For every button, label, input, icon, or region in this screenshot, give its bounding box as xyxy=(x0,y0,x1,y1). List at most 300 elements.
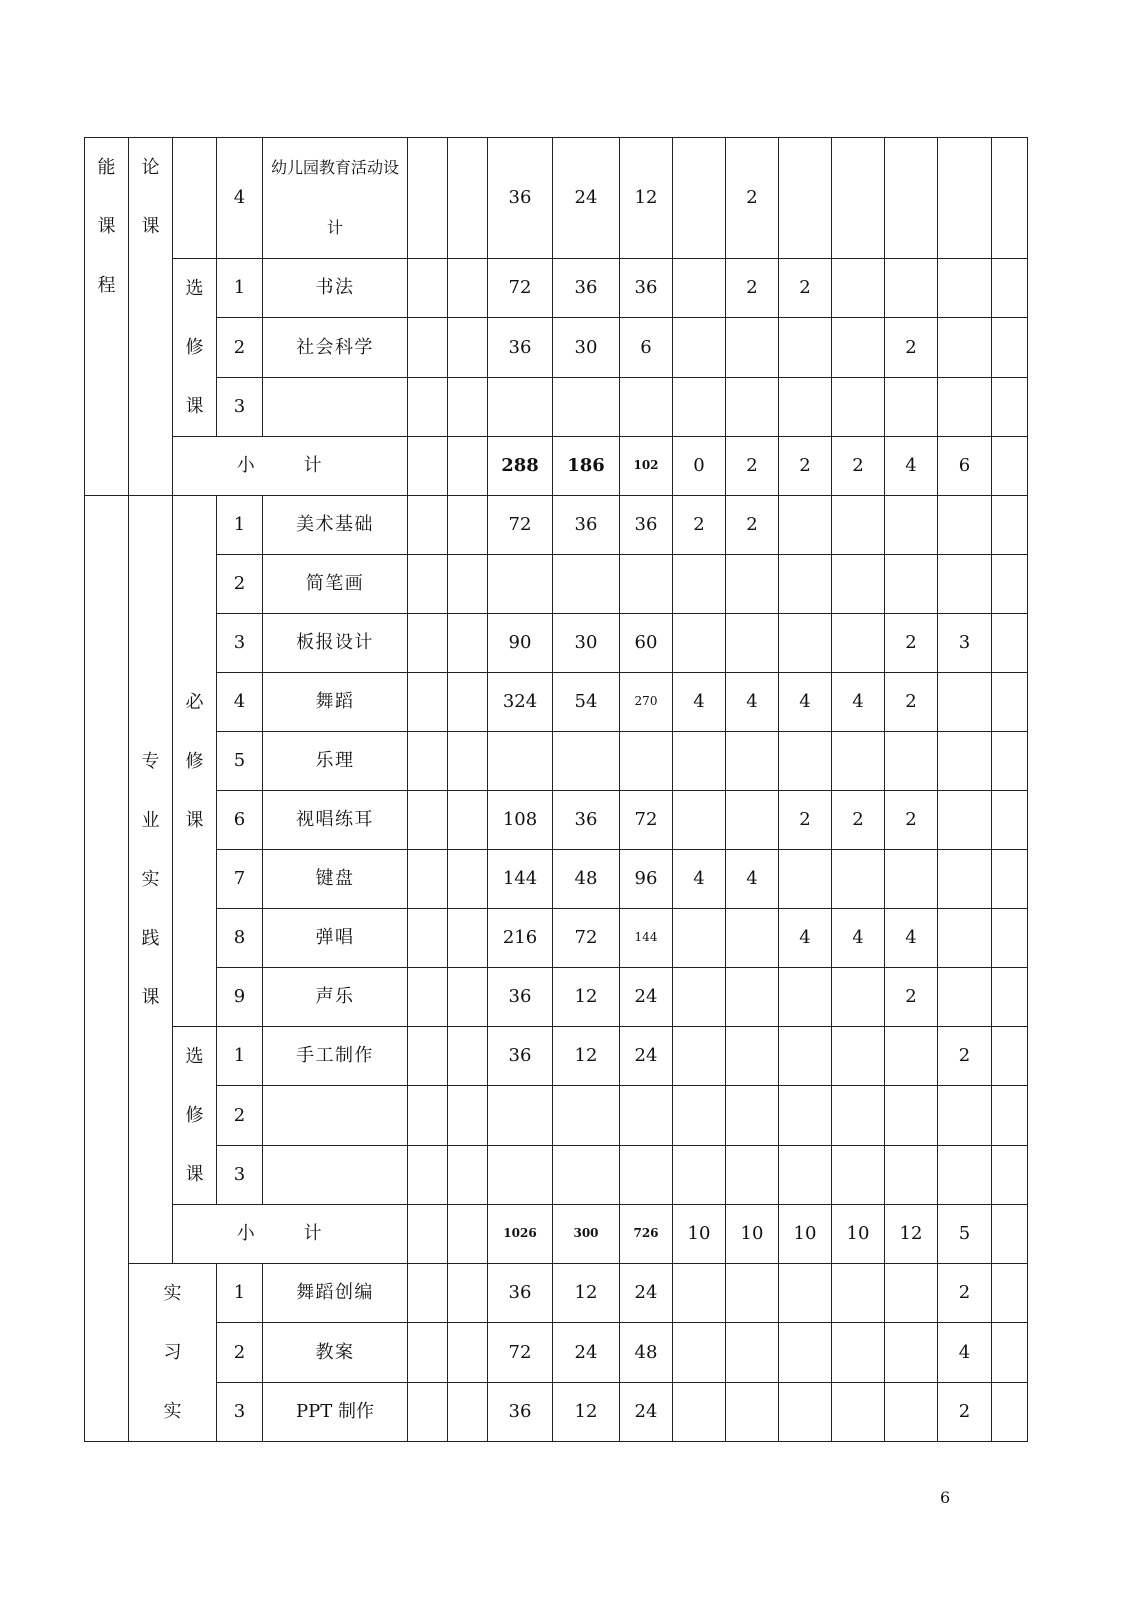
semester-2 xyxy=(726,614,779,673)
theory-hours: 24 xyxy=(553,1323,620,1382)
semester-4 xyxy=(832,555,885,614)
theory-hours xyxy=(553,732,620,791)
theory-hours: 12 xyxy=(553,968,620,1027)
cell xyxy=(448,850,488,909)
semester-2 xyxy=(726,968,779,1027)
cell xyxy=(408,377,448,436)
category-label: 论课 xyxy=(141,157,160,237)
semester-6 xyxy=(938,673,992,732)
practice-hours: 12 xyxy=(620,138,673,259)
cell xyxy=(408,437,448,496)
table-row xyxy=(85,259,1028,318)
semester-5: 2 xyxy=(885,614,938,673)
semester-5: 2 xyxy=(885,968,938,1027)
table-row xyxy=(85,909,1028,968)
semester-3: 4 xyxy=(779,909,832,968)
semester-1 xyxy=(673,377,726,436)
page-number: 6 xyxy=(940,1488,951,1507)
semester-2: 10 xyxy=(726,1205,779,1264)
cell xyxy=(448,968,488,1027)
course-number: 4 xyxy=(217,673,263,732)
semester-6 xyxy=(938,318,992,377)
category-cell xyxy=(129,1264,217,1442)
cell xyxy=(448,791,488,850)
semester-2 xyxy=(726,555,779,614)
semester-6 xyxy=(938,138,992,259)
semester-6 xyxy=(938,555,992,614)
course-name: 舞蹈 xyxy=(263,673,408,732)
semester-3 xyxy=(779,318,832,377)
subtotal-row xyxy=(85,437,1028,496)
course-number: 1 xyxy=(217,1027,263,1086)
semester-1 xyxy=(673,614,726,673)
cell xyxy=(408,968,448,1027)
semester-1: 4 xyxy=(673,673,726,732)
theory-hours: 12 xyxy=(553,1027,620,1086)
table-row xyxy=(85,1027,1028,1086)
semester-7 xyxy=(992,1264,1028,1323)
group-label: 选修课 xyxy=(185,1046,204,1185)
subtotal-label: 小 计 xyxy=(173,1205,408,1264)
semester-6 xyxy=(938,968,992,1027)
total-hours: 1026 xyxy=(488,1205,553,1264)
semester-2: 2 xyxy=(726,259,779,318)
practice-hours: 72 xyxy=(620,791,673,850)
semester-3 xyxy=(779,1323,832,1382)
course-number: 9 xyxy=(217,968,263,1027)
category-cell xyxy=(129,496,173,1264)
semester-1 xyxy=(673,318,726,377)
course-number: 3 xyxy=(217,614,263,673)
practice-hours: 726 xyxy=(620,1205,673,1264)
semester-3 xyxy=(779,1145,832,1204)
course-number: 4 xyxy=(217,138,263,259)
course-name xyxy=(263,1086,408,1145)
total-hours xyxy=(488,555,553,614)
semester-4 xyxy=(832,1264,885,1323)
total-hours xyxy=(488,1145,553,1204)
semester-6 xyxy=(938,1086,992,1145)
course-name: 手工制作 xyxy=(263,1027,408,1086)
semester-4 xyxy=(832,850,885,909)
theory-hours: 24 xyxy=(553,138,620,259)
cell xyxy=(448,732,488,791)
course-number: 3 xyxy=(217,1145,263,1204)
semester-5 xyxy=(885,259,938,318)
semester-4: 4 xyxy=(832,909,885,968)
semester-2 xyxy=(726,1145,779,1204)
semester-5 xyxy=(885,850,938,909)
course-name: 声乐 xyxy=(263,968,408,1027)
semester-1 xyxy=(673,138,726,259)
semester-2 xyxy=(726,1323,779,1382)
cell xyxy=(448,909,488,968)
table-row xyxy=(85,377,1028,436)
cell xyxy=(408,138,448,259)
semester-7 xyxy=(992,732,1028,791)
table-row xyxy=(85,1382,1028,1441)
semester-1 xyxy=(673,909,726,968)
table-row xyxy=(85,673,1028,732)
course-name xyxy=(263,1145,408,1204)
semester-3 xyxy=(779,377,832,436)
semester-7 xyxy=(992,968,1028,1027)
semester-3: 2 xyxy=(779,437,832,496)
semester-2 xyxy=(726,791,779,850)
course-name: 键盘 xyxy=(263,850,408,909)
semester-7 xyxy=(992,1145,1028,1204)
practice-hours: 24 xyxy=(620,1264,673,1323)
total-hours: 72 xyxy=(488,1323,553,1382)
semester-5 xyxy=(885,1145,938,1204)
course-number: 6 xyxy=(217,791,263,850)
semester-6 xyxy=(938,791,992,850)
total-hours: 90 xyxy=(488,614,553,673)
cell xyxy=(408,1205,448,1264)
practice-hours: 48 xyxy=(620,1323,673,1382)
total-hours: 36 xyxy=(488,1264,553,1323)
category-cell xyxy=(129,138,173,496)
total-hours xyxy=(488,1086,553,1145)
semester-5 xyxy=(885,1323,938,1382)
cell xyxy=(448,437,488,496)
semester-7 xyxy=(992,1205,1028,1264)
semester-2: 2 xyxy=(726,138,779,259)
cell xyxy=(448,318,488,377)
semester-1 xyxy=(673,259,726,318)
course-name: 社会科学 xyxy=(263,318,408,377)
total-hours: 36 xyxy=(488,138,553,259)
semester-6: 5 xyxy=(938,1205,992,1264)
cell xyxy=(448,673,488,732)
semester-3 xyxy=(779,1264,832,1323)
course-number: 2 xyxy=(217,1323,263,1382)
semester-7 xyxy=(992,614,1028,673)
theory-hours: 12 xyxy=(553,1264,620,1323)
semester-2 xyxy=(726,377,779,436)
cell xyxy=(448,138,488,259)
category-cell xyxy=(85,138,129,496)
semester-2: 4 xyxy=(726,850,779,909)
table-row xyxy=(85,1323,1028,1382)
semester-6 xyxy=(938,259,992,318)
semester-5 xyxy=(885,732,938,791)
semester-5 xyxy=(885,496,938,555)
semester-1 xyxy=(673,1086,726,1145)
semester-3 xyxy=(779,1027,832,1086)
semester-3: 2 xyxy=(779,259,832,318)
table-row xyxy=(85,732,1028,791)
cell xyxy=(408,259,448,318)
semester-1: 10 xyxy=(673,1205,726,1264)
semester-5 xyxy=(885,138,938,259)
total-hours: 36 xyxy=(488,1027,553,1086)
course-number: 3 xyxy=(217,377,263,436)
semester-5 xyxy=(885,555,938,614)
cell xyxy=(408,673,448,732)
semester-5: 2 xyxy=(885,318,938,377)
semester-7 xyxy=(992,1027,1028,1086)
semester-2 xyxy=(726,1086,779,1145)
semester-3 xyxy=(779,968,832,1027)
semester-3 xyxy=(779,850,832,909)
course-number: 1 xyxy=(217,496,263,555)
total-hours: 36 xyxy=(488,318,553,377)
semester-6 xyxy=(938,732,992,791)
group-cell xyxy=(173,1027,217,1205)
course-name: 美术基础 xyxy=(263,496,408,555)
cell xyxy=(448,1323,488,1382)
theory-hours: 48 xyxy=(553,850,620,909)
cell xyxy=(408,496,448,555)
total-hours xyxy=(488,732,553,791)
semester-4 xyxy=(832,1086,885,1145)
semester-4 xyxy=(832,1382,885,1441)
group-label: 选修课 xyxy=(185,278,204,417)
semester-6: 2 xyxy=(938,1264,992,1323)
semester-2 xyxy=(726,1027,779,1086)
course-name: 简笔画 xyxy=(263,555,408,614)
semester-2 xyxy=(726,1382,779,1441)
semester-4 xyxy=(832,614,885,673)
semester-5 xyxy=(885,1086,938,1145)
practice-hours: 24 xyxy=(620,1027,673,1086)
cell xyxy=(408,909,448,968)
course-number: 2 xyxy=(217,318,263,377)
semester-1 xyxy=(673,968,726,1027)
group-cell xyxy=(173,496,217,1027)
total-hours: 288 xyxy=(488,437,553,496)
course-number: 1 xyxy=(217,1264,263,1323)
theory-hours: 30 xyxy=(553,318,620,377)
cell xyxy=(408,1086,448,1145)
cell xyxy=(448,377,488,436)
semester-6 xyxy=(938,377,992,436)
table-row xyxy=(85,850,1028,909)
semester-4 xyxy=(832,1145,885,1204)
semester-7 xyxy=(992,909,1028,968)
semester-4: 4 xyxy=(832,673,885,732)
category-label: 能课程 xyxy=(97,157,116,296)
theory-hours: 72 xyxy=(553,909,620,968)
semester-4 xyxy=(832,1027,885,1086)
course-number: 5 xyxy=(217,732,263,791)
semester-2 xyxy=(726,1264,779,1323)
table-row xyxy=(85,318,1028,377)
course-name: 板报设计 xyxy=(263,614,408,673)
group-cell xyxy=(173,259,217,437)
semester-4: 10 xyxy=(832,1205,885,1264)
practice-hours: 24 xyxy=(620,968,673,1027)
cell xyxy=(448,259,488,318)
semester-2 xyxy=(726,909,779,968)
semester-7 xyxy=(992,138,1028,259)
theory-hours xyxy=(553,555,620,614)
cell xyxy=(448,1027,488,1086)
semester-1 xyxy=(673,1145,726,1204)
semester-7 xyxy=(992,377,1028,436)
course-number: 2 xyxy=(217,1086,263,1145)
semester-5: 12 xyxy=(885,1205,938,1264)
semester-7 xyxy=(992,850,1028,909)
semester-4 xyxy=(832,968,885,1027)
total-hours: 72 xyxy=(488,259,553,318)
total-hours: 144 xyxy=(488,850,553,909)
course-number: 7 xyxy=(217,850,263,909)
practice-hours xyxy=(620,1086,673,1145)
cell xyxy=(408,1264,448,1323)
course-name: 乐理 xyxy=(263,732,408,791)
semester-7 xyxy=(992,555,1028,614)
semester-3 xyxy=(779,555,832,614)
semester-4 xyxy=(832,496,885,555)
practice-hours xyxy=(620,555,673,614)
semester-2: 4 xyxy=(726,673,779,732)
semester-7 xyxy=(992,496,1028,555)
semester-6 xyxy=(938,496,992,555)
cell xyxy=(408,791,448,850)
theory-hours: 30 xyxy=(553,614,620,673)
subtotal-row xyxy=(85,1205,1028,1264)
cell xyxy=(448,1205,488,1264)
course-name: 舞蹈创编 xyxy=(263,1264,408,1323)
total-hours: 216 xyxy=(488,909,553,968)
theory-hours xyxy=(553,1086,620,1145)
semester-1 xyxy=(673,555,726,614)
semester-3: 10 xyxy=(779,1205,832,1264)
semester-4 xyxy=(832,318,885,377)
semester-7 xyxy=(992,1382,1028,1441)
semester-5: 2 xyxy=(885,673,938,732)
practice-hours: 6 xyxy=(620,318,673,377)
semester-4: 2 xyxy=(832,437,885,496)
total-hours: 324 xyxy=(488,673,553,732)
category-label: 实习实 xyxy=(163,1283,182,1422)
theory-hours: 186 xyxy=(553,437,620,496)
practice-hours: 60 xyxy=(620,614,673,673)
semester-5 xyxy=(885,1027,938,1086)
practice-hours xyxy=(620,377,673,436)
semester-5: 4 xyxy=(885,909,938,968)
theory-hours: 12 xyxy=(553,1382,620,1441)
semester-7 xyxy=(992,673,1028,732)
group-label: 必修课 xyxy=(185,691,204,831)
theory-hours: 54 xyxy=(553,673,620,732)
table-row xyxy=(85,496,1028,555)
semester-4 xyxy=(832,732,885,791)
semester-3: 4 xyxy=(779,673,832,732)
semester-3 xyxy=(779,1382,832,1441)
semester-3 xyxy=(779,138,832,259)
semester-1 xyxy=(673,791,726,850)
course-name-text: 幼儿园教育活动设计 xyxy=(270,158,399,237)
semester-5 xyxy=(885,377,938,436)
semester-4 xyxy=(832,259,885,318)
course-name: PPT 制作 xyxy=(263,1382,408,1441)
cell xyxy=(408,555,448,614)
cell xyxy=(408,614,448,673)
semester-6: 6 xyxy=(938,437,992,496)
table-row xyxy=(85,614,1028,673)
practice-hours: 24 xyxy=(620,1382,673,1441)
total-hours: 36 xyxy=(488,968,553,1027)
semester-1: 0 xyxy=(673,437,726,496)
semester-4: 2 xyxy=(832,791,885,850)
subtotal-label: 小 计 xyxy=(173,437,408,496)
semester-2: 2 xyxy=(726,437,779,496)
total-hours: 108 xyxy=(488,791,553,850)
semester-1 xyxy=(673,1382,726,1441)
semester-5 xyxy=(885,1264,938,1323)
table-row xyxy=(85,1086,1028,1145)
theory-hours xyxy=(553,377,620,436)
cell xyxy=(408,318,448,377)
practice-hours: 36 xyxy=(620,496,673,555)
cell xyxy=(448,496,488,555)
curriculum-table xyxy=(84,137,1028,1442)
semester-6 xyxy=(938,909,992,968)
total-hours xyxy=(488,377,553,436)
semester-6: 3 xyxy=(938,614,992,673)
practice-hours xyxy=(620,1145,673,1204)
total-hours: 72 xyxy=(488,496,553,555)
semester-2 xyxy=(726,318,779,377)
theory-hours xyxy=(553,1145,620,1204)
course-number: 1 xyxy=(217,259,263,318)
semester-1: 4 xyxy=(673,850,726,909)
semester-3 xyxy=(779,732,832,791)
table-row xyxy=(85,1264,1028,1323)
cell xyxy=(448,1086,488,1145)
practice-hours: 36 xyxy=(620,259,673,318)
theory-hours: 300 xyxy=(553,1205,620,1264)
cell xyxy=(408,850,448,909)
semester-6: 2 xyxy=(938,1382,992,1441)
cell xyxy=(408,1382,448,1441)
semester-7 xyxy=(992,1086,1028,1145)
table-row xyxy=(85,1145,1028,1204)
semester-1 xyxy=(673,1323,726,1382)
practice-hours xyxy=(620,732,673,791)
semester-3 xyxy=(779,1086,832,1145)
practice-hours: 144 xyxy=(620,909,673,968)
total-hours: 36 xyxy=(488,1382,553,1441)
course-name xyxy=(263,377,408,436)
semester-4 xyxy=(832,138,885,259)
table-row xyxy=(85,968,1028,1027)
semester-3 xyxy=(779,496,832,555)
table-row xyxy=(85,555,1028,614)
course-name: 视唱练耳 xyxy=(263,791,408,850)
practice-hours: 96 xyxy=(620,850,673,909)
semester-1: 2 xyxy=(673,496,726,555)
semester-2 xyxy=(726,732,779,791)
cell xyxy=(408,1027,448,1086)
semester-7 xyxy=(992,791,1028,850)
course-number: 3 xyxy=(217,1382,263,1441)
semester-6: 4 xyxy=(938,1323,992,1382)
cell xyxy=(448,555,488,614)
course-name: 书法 xyxy=(263,259,408,318)
semester-6 xyxy=(938,1145,992,1204)
cell xyxy=(448,1145,488,1204)
theory-hours: 36 xyxy=(553,496,620,555)
table-row xyxy=(85,791,1028,850)
cell xyxy=(448,614,488,673)
category-label: 专业实践课 xyxy=(141,751,160,1008)
course-number: 2 xyxy=(217,555,263,614)
semester-2: 2 xyxy=(726,496,779,555)
